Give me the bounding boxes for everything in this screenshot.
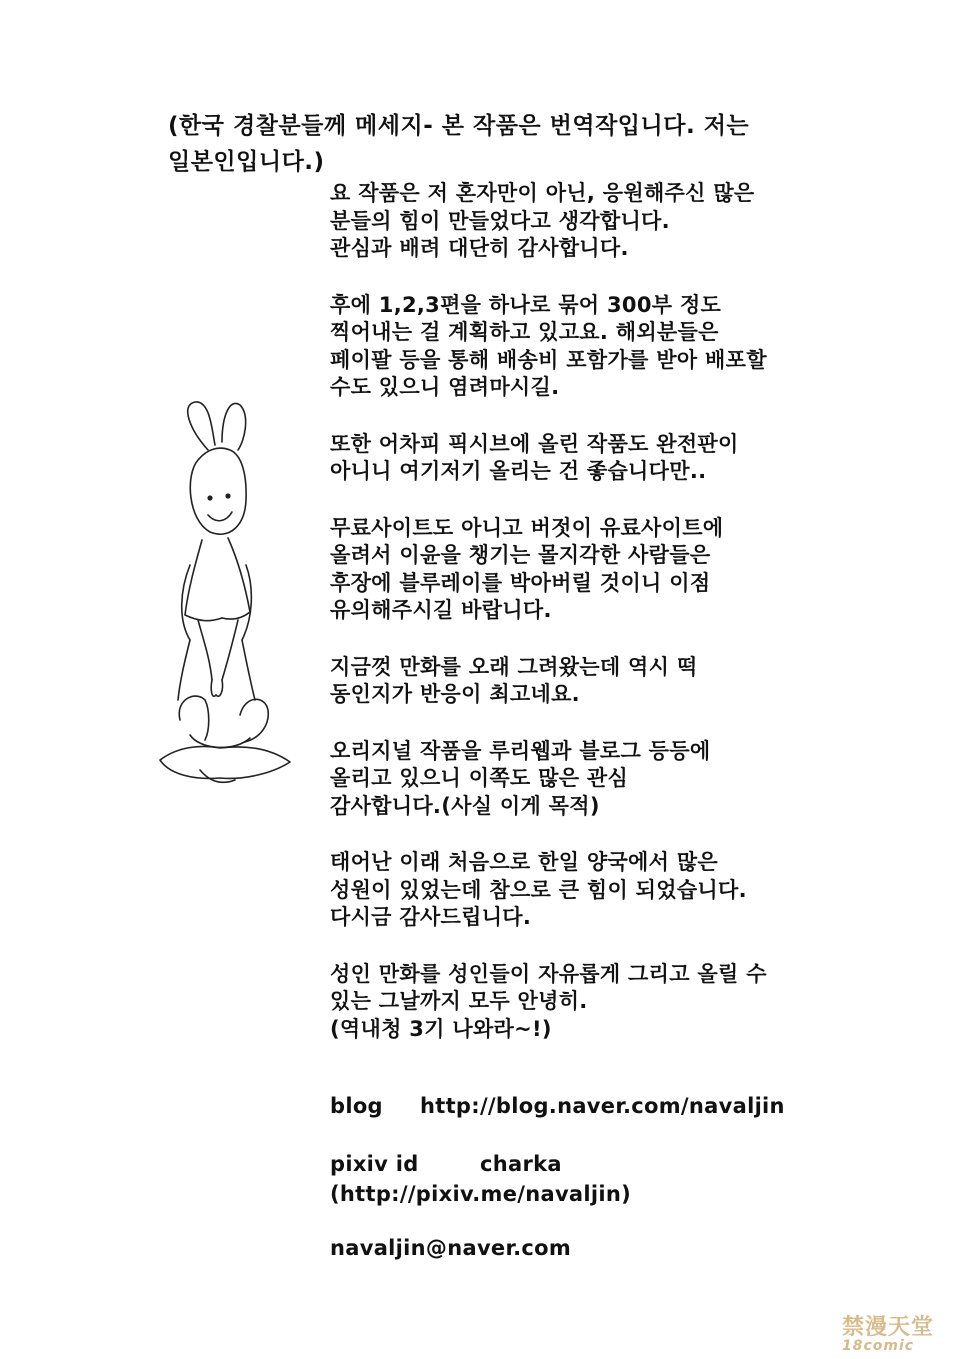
paragraph-line: 성원이 있었는데 참으로 큰 힘이 되었습니다. (330, 877, 747, 902)
paragraph (330, 849, 930, 932)
paragraph-line: 분들의 힘이 만들었다고 생각합니다. (330, 208, 670, 233)
paragraph-line: 태어난 이래 처음으로 한일 양국에서 많은 (330, 850, 719, 874)
paragraph-line: 다시금 감사드립니다. (330, 905, 532, 929)
paragraph (330, 292, 930, 402)
pixiv-row (330, 1152, 930, 1176)
watermark-bottom-text: 18comic (842, 1338, 915, 1354)
paragraph-line: 요 작품은 저 혼자만이 아닌, 응원해주신 많은 (330, 181, 755, 205)
paragraph-line: 동인지가 반응이 최고네요. (330, 682, 580, 706)
paragraph-line: 무료사이트도 아니고 버젓이 유료사이트에 (330, 515, 724, 540)
blog-label: blog (330, 1094, 383, 1118)
paragraph-line: 후장에 블루레이를 박아버릴 것이니 이점 (330, 570, 711, 595)
site-watermark (842, 1310, 956, 1356)
blog-link[interactable]: http://blog.naver.com/navaljin (420, 1094, 785, 1118)
paragraph-line: 페이팔 등을 통해 배송비 포함가를 받아 배포할 (330, 347, 767, 372)
pixiv-id: charka (480, 1152, 562, 1176)
pixiv-label: pixiv id (330, 1152, 419, 1176)
paragraph-line: 있는 그날까지 모두 안녕히. (330, 989, 588, 1013)
header-note-line-1: (한국 경찰분들께 메세지- 본 작품은 번역작입니다. 저는 (168, 113, 750, 139)
paragraph-line: 후에 1,2,3편을 하나로 묶어 300부 정도 (330, 292, 722, 317)
header-note (168, 108, 808, 180)
afterword-body (330, 180, 930, 1072)
paragraph-line: 오리지널 작품을 루리웹과 블로그 등등에 (330, 738, 711, 763)
paragraph-line: 지금껏 만화를 오래 그려왔는데 역시 떡 (330, 654, 698, 679)
paragraph (330, 515, 930, 625)
paragraph-line: 성인 만화를 성인들이 자유롭게 그리고 올릴 수 (330, 961, 767, 986)
email-row (330, 1236, 930, 1260)
blog-row (330, 1094, 930, 1118)
paragraph (330, 961, 930, 1044)
paragraph-line: 올려서 이윤을 챙기는 몰지각한 사람들은 (330, 543, 711, 567)
rabbit-figure-sketch-icon (150, 390, 300, 790)
paragraph-line: 유의해주시길 바랍니다. (330, 598, 552, 622)
paragraph (330, 180, 930, 263)
header-note-line-2: 일본인입니다.) (168, 149, 325, 175)
paragraph (330, 738, 930, 821)
watermark-top-text: 禁漫天堂 (842, 1315, 935, 1340)
email-link[interactable]: navaljin@naver.com (330, 1236, 572, 1260)
paragraph-line: 아니니 여기저기 올리는 건 좋습니다만.. (330, 459, 707, 483)
paragraph-line: 수도 있으니 염려마시길. (330, 375, 560, 399)
paragraph-line: 찍어내는 걸 계획하고 있고요. 해외분들은 (330, 320, 719, 344)
paragraph (330, 654, 930, 709)
paragraph (330, 431, 930, 486)
pixiv-url-row (330, 1182, 930, 1206)
paragraph-line: 감사합니다.(사실 이게 목적) (330, 793, 600, 818)
pixiv-link[interactable]: (http://pixiv.me/navaljin) (330, 1182, 632, 1206)
paragraph-line: (역내청 3기 나와라~!) (330, 1016, 552, 1041)
paragraph-line: 올리고 있으니 이쪽도 많은 관심 (330, 766, 629, 790)
paragraph-line: 관심과 배려 대단히 감사합니다. (330, 236, 629, 260)
paragraph-line: 또한 어차피 픽시브에 올린 작품도 완전판이 (330, 431, 739, 456)
